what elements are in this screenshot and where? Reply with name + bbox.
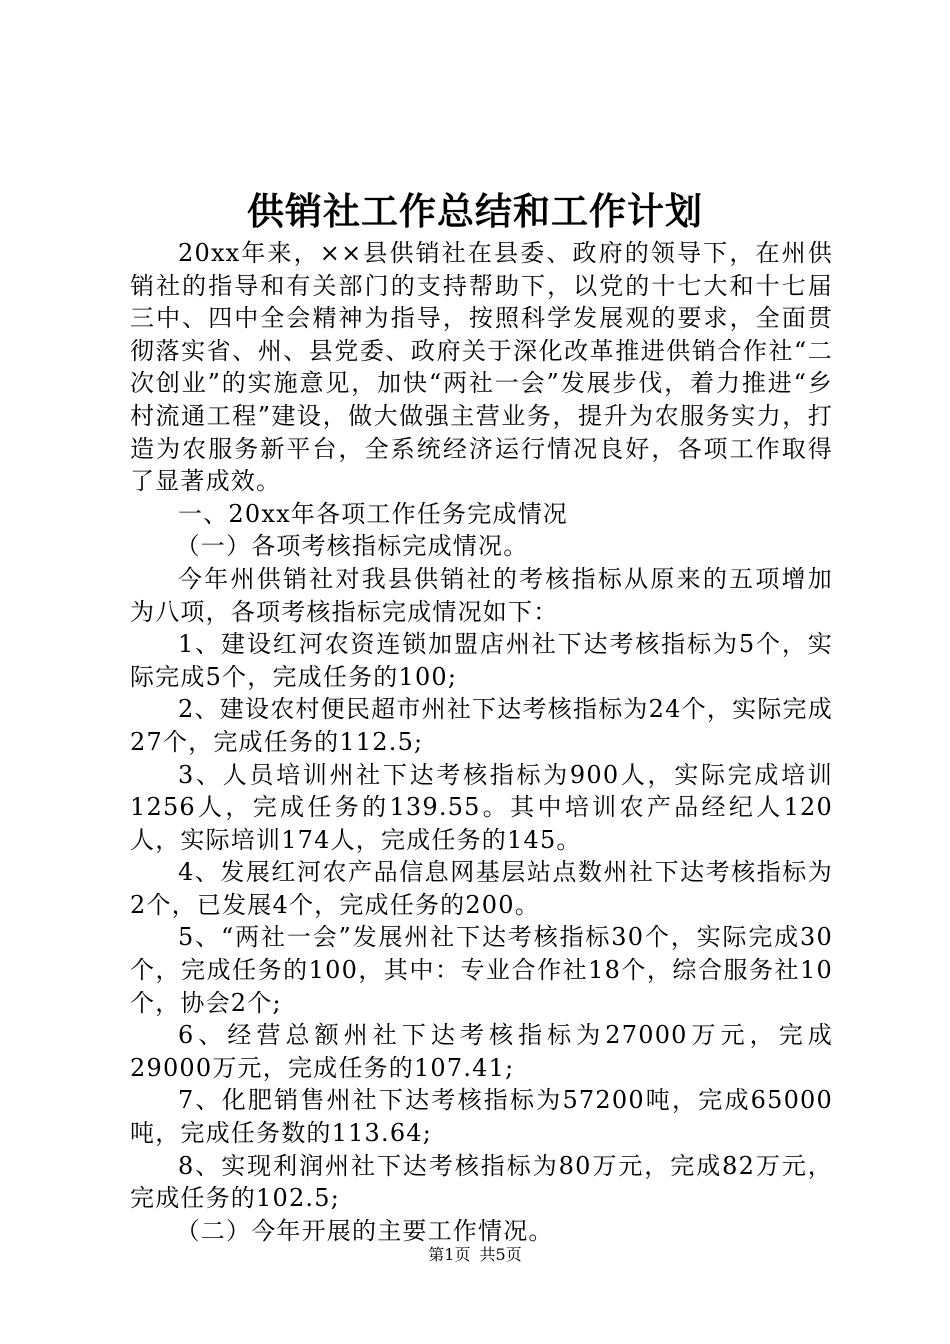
list-item-indicator-4: 4、发展红河农产品信息网基层站点数州社下达考核指标为2个，已发展4个，完成任务的200。 (130, 858, 833, 919)
list-item-indicator-7: 7、化肥销售州社下达考核指标为57200吨，完成65000吨，完成任务数的113.64; (130, 1086, 833, 1148)
list-item-indicator-8: 8、实现利润州社下达考核指标为80万元，完成82万元，完成任务的102.5; (130, 1151, 833, 1213)
list-item-indicator-2: 2、建设农村便民超市州社下达考核指标为24个，实际完成27个，完成任务的112.5; (130, 695, 833, 756)
subsection-heading-2: （二）今年开展的主要工作情况。 (175, 1216, 554, 1245)
list-item-indicator-5: 5、“两社一会”发展州社下达考核指标30个，实际完成30个，完成任务的100，其中：专业合作社18个，综合服务社10个，协会2个; (130, 923, 833, 1017)
list-item-indicator-3: 3、人员培训州社下达考核指标为900人，实际完成培训1256人，完成任务的139.55。其中培训农产品经纪人120人，实际培训174人，完成任务的145。 (130, 760, 833, 854)
section-heading-1: 一、20xx年各项工作任务完成情况 (178, 499, 569, 528)
paragraph-intro: 20xx年来，××县供销社在县委、政府的领导下，在州供销社的指导和有关部门的支持帮助下，以党的十七大和十七届三中、四中全会精神为指导，按照科学发展观的要求，全面贯彻落实省、州、县党委、政府关于深化改革推进供销合作社“二次创业”的实施意见，加快“两社一会”发展步伐，着力推进“乡村流通工程”建设，做大做强主营业务，提升为农服务实力，打造为农服务新平台，全系统经济运行情况良好，各项工作取得了显著成效。 (130, 239, 833, 496)
page-footer (0, 1243, 950, 1267)
paragraph-indicators-intro: 今年州供销社对我县供销社的考核指标从原来的五项增加为八项，各项考核指标完成情况如下： (130, 564, 833, 626)
document-body (130, 237, 833, 1247)
list-item-indicator-1: 1、建设红河农资连锁加盟店州社下达考核指标为5个，实际完成5个，完成任务的100; (130, 630, 833, 691)
subsection-heading-1: （一）各项考核指标完成情况。 (175, 532, 529, 561)
document-title: 供销社工作总结和工作计划 (247, 189, 703, 233)
page-number: 第1页 (428, 1245, 471, 1264)
page-total: 共5页 (479, 1245, 522, 1264)
list-item-indicator-6: 6、经营总额州社下达考核指标为27000万元，完成29000万元，完成任务的107.41; (130, 1021, 833, 1082)
